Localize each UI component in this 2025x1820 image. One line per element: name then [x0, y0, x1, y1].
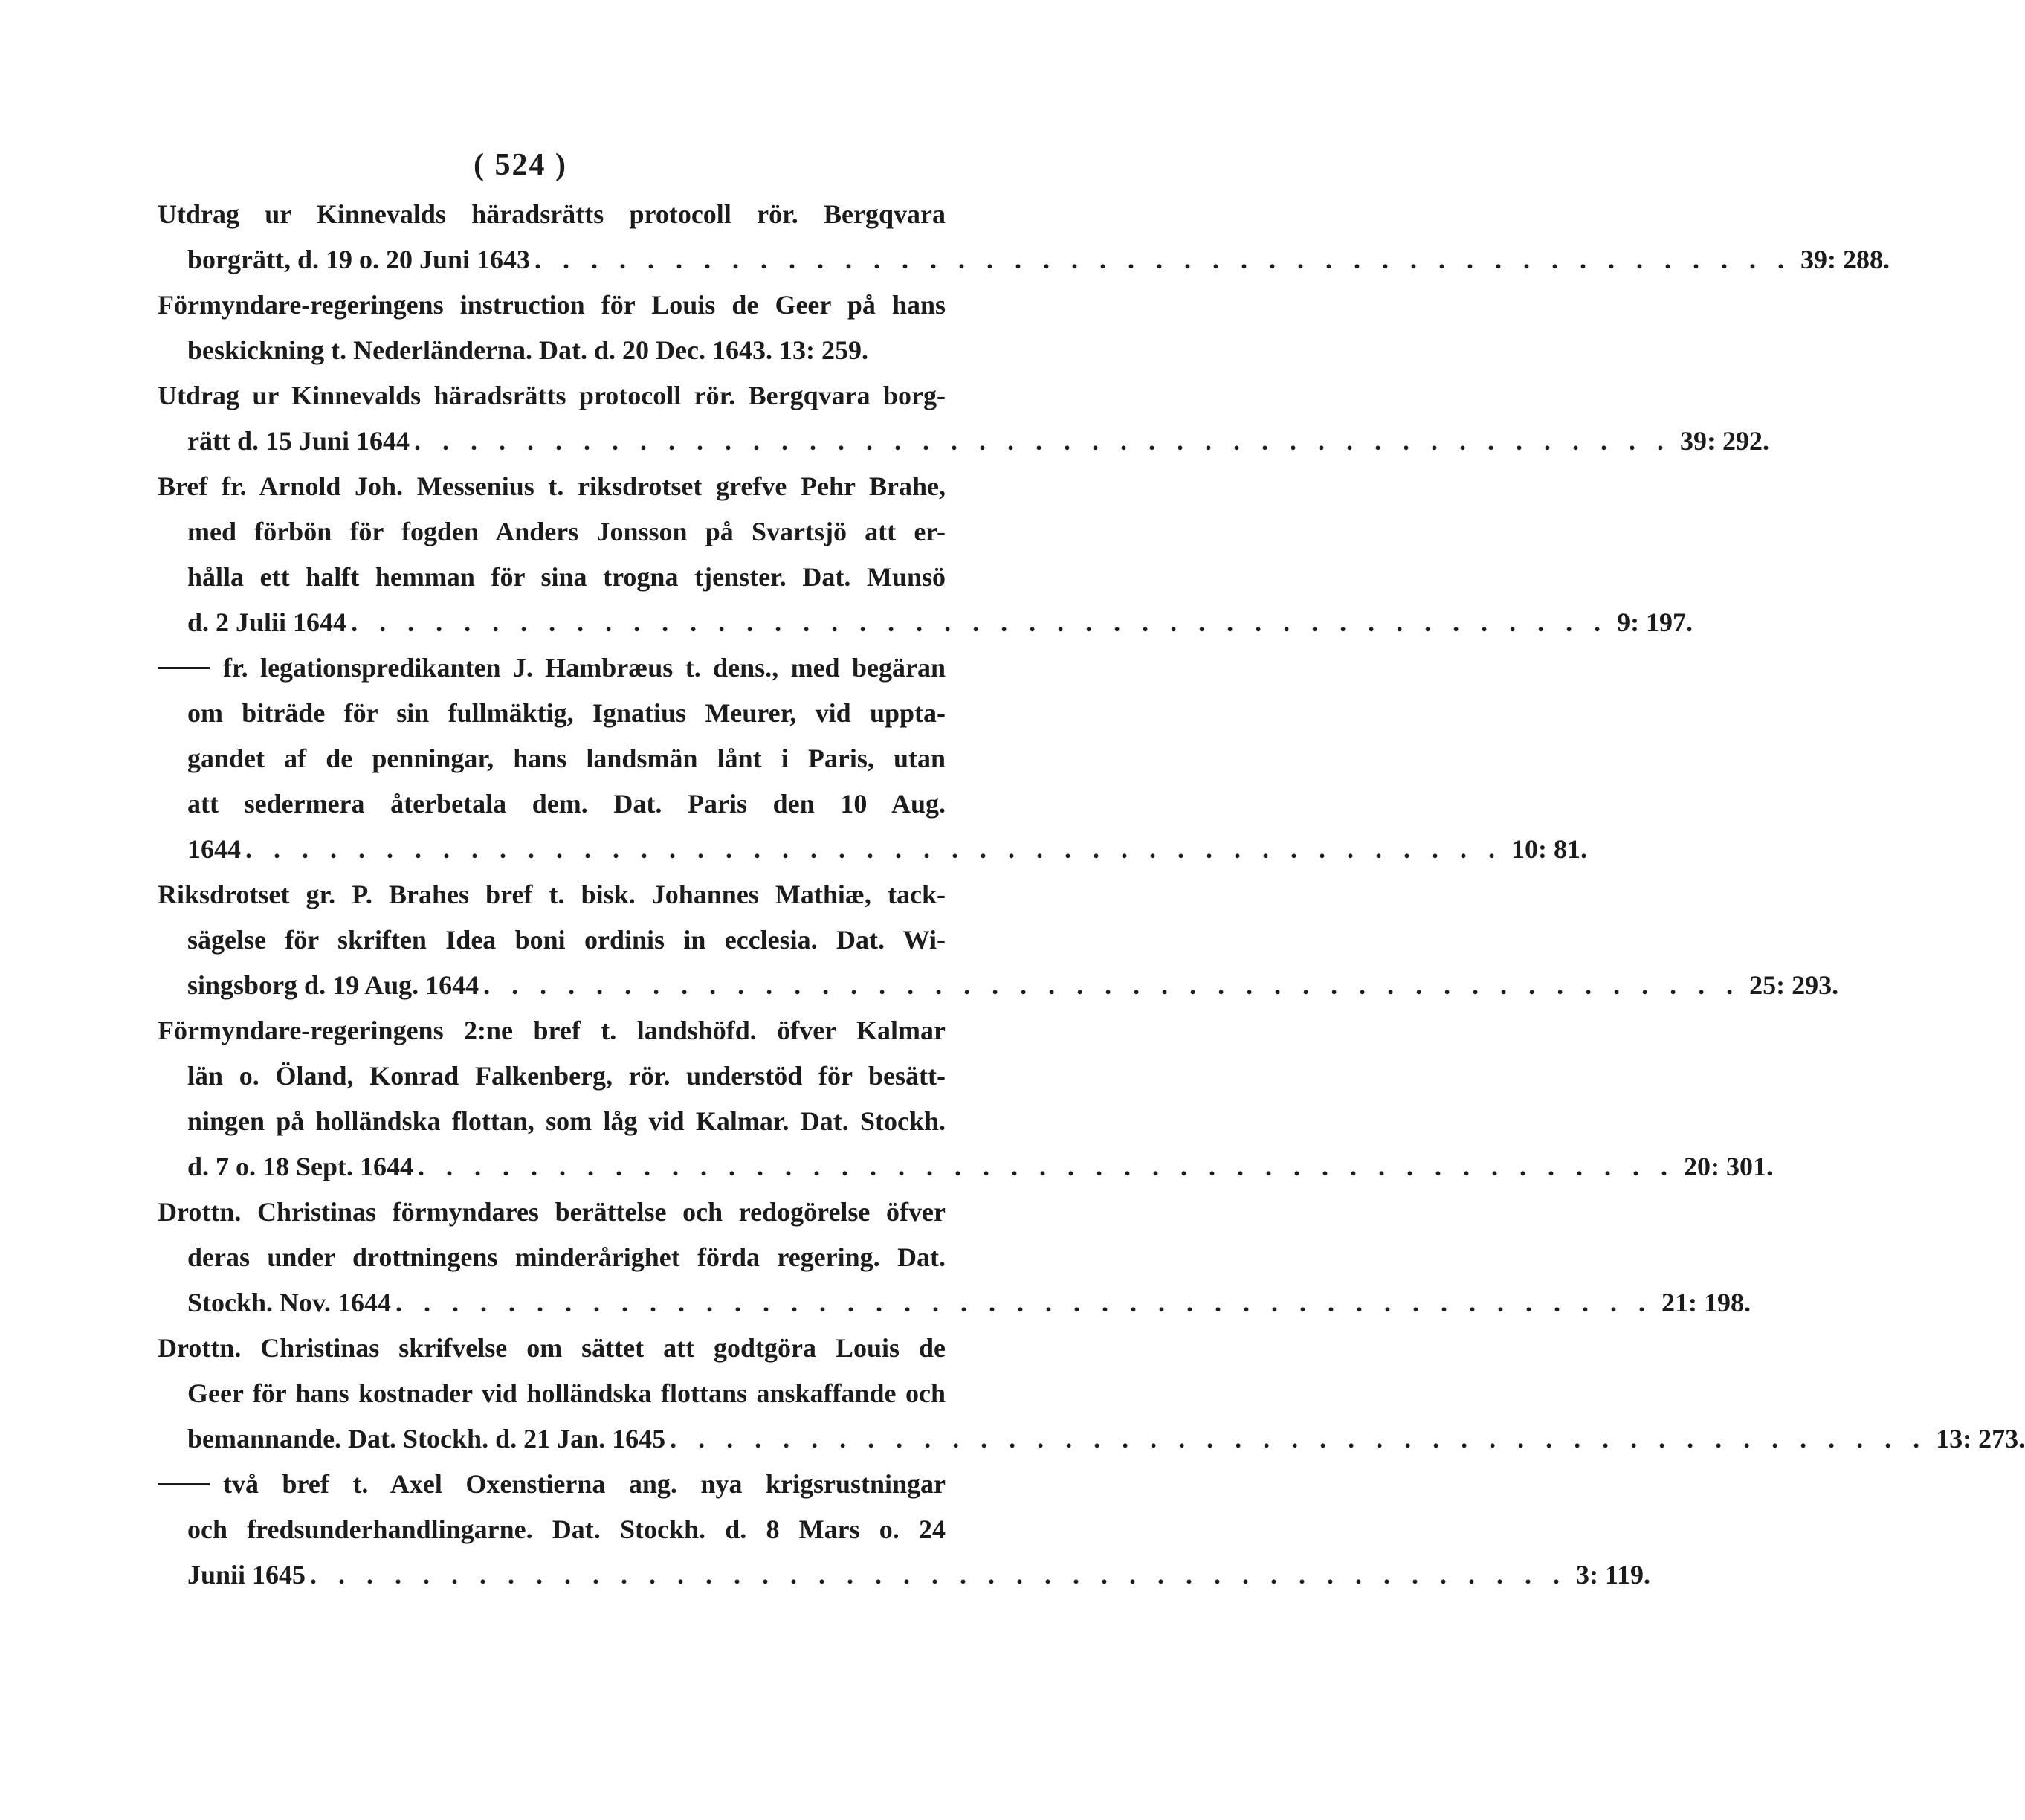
entry-text: om biträde för sin fullmäktig, Ignatius Meurer, vid uppta-	[187, 698, 946, 728]
entry-text: Utdrag ur Kinnevalds häradsrätts protocoll rör. Bergqvara borg-	[158, 381, 946, 410]
index-entry	[158, 1326, 2025, 1462]
index-entry	[158, 192, 1890, 283]
entry-line	[158, 1416, 2025, 1462]
dot-leader: . . . . . . . . . . . . . . . . . . . . . . . . . . . . . . . . . . . . . . . . . . . . .	[351, 607, 1609, 637]
entry-text: Drottn. Christinas förmyndares berättelse och redogörelse öfver	[158, 1197, 946, 1227]
entry-line	[158, 781, 946, 827]
dot-leader: . . . . . . . . . . . . . . . . . . . . . . . . . . . . . . . . . . . . . . . . . . . . .	[245, 834, 1502, 864]
entry-line	[158, 736, 946, 781]
page-number: ( 524 )	[474, 148, 567, 182]
index-entry	[158, 645, 1587, 872]
entry-line	[158, 1371, 946, 1416]
dot-leader: . . . . . . . . . . . . . . . . . . . . . . . . . . . . . . . . . . . . . . . . . . . . .	[395, 1288, 1653, 1317]
entry-text: 1644	[187, 834, 241, 864]
entry-text: gandet af de penningar, hans landsmän lånt i Paris, utan	[187, 743, 946, 773]
entry-line	[158, 1280, 1751, 1326]
index-list	[158, 192, 2025, 1598]
entry-line	[158, 1144, 1774, 1190]
entry-text: ningen på holländska flottan, som låg vid Kalmar. Dat. Stockh.	[187, 1106, 946, 1136]
entry-text: Drottn. Christinas skrifvelse om sättet att godtgöra Louis de	[158, 1333, 946, 1363]
entry-text: deras under drottningens minderårighet förda regering. Dat.	[187, 1242, 946, 1272]
entry-text: bemannande. Dat. Stockh. d. 21 Jan. 1645	[187, 1424, 666, 1453]
index-entry	[158, 283, 946, 373]
entry-line	[158, 328, 946, 373]
dot-leader: . . . . . . . . . . . . . . . . . . . . . . . . . . . . . . . . . . . . . . . . . . . . .	[414, 426, 1672, 456]
entry-text: fr. legationspredikanten J. Hambræus t. dens., med begäran	[223, 653, 946, 682]
ditto-dash	[158, 1483, 210, 1485]
index-entry	[158, 373, 1770, 464]
entry-line	[158, 1099, 946, 1144]
dot-leader: . . . . . . . . . . . . . . . . . . . . . . . . . . . . . . . . . . . . . . . . . . . . .	[483, 970, 1741, 1000]
entry-line	[158, 872, 946, 917]
entry-line	[158, 1008, 946, 1053]
index-entry	[158, 1190, 1751, 1326]
volume-page-reference: 13: 273.	[1936, 1424, 2025, 1453]
entry-text: borgrätt, d. 19 o. 20 Juni 1643	[187, 245, 531, 274]
entry-text: d. 7 o. 18 Sept. 1644	[187, 1152, 414, 1181]
entry-line	[158, 1462, 946, 1507]
entry-line	[158, 509, 946, 555]
entry-text: beskickning t. Nederländerna. Dat. d. 20 Dec. 1643. 13: 259.	[187, 335, 868, 365]
entry-line	[158, 917, 946, 963]
entry-line	[158, 1326, 946, 1371]
entry-text: Stockh. Nov. 1644	[187, 1288, 392, 1317]
entry-line	[158, 1053, 946, 1099]
entry-line	[158, 464, 946, 509]
entry-line	[158, 600, 1693, 645]
entry-line	[158, 373, 946, 419]
dot-leader: . . . . . . . . . . . . . . . . . . . . . . . . . . . . . . . . . . . . . . . . . . . . .	[534, 245, 1792, 274]
entry-line	[158, 963, 1839, 1008]
volume-page-reference: 10: 81.	[1511, 834, 1587, 864]
entry-text: Förmyndare-regeringens 2:ne bref t. landshöfd. öfver Kalmar	[158, 1016, 946, 1045]
entry-text: d. 2 Julii 1644	[187, 607, 347, 637]
index-entry	[158, 872, 1839, 1008]
entry-line	[158, 645, 946, 691]
entry-line	[158, 1235, 946, 1280]
entry-line	[158, 1552, 1651, 1598]
volume-page-reference: 39: 288.	[1800, 245, 1890, 274]
entry-text: Junii 1645	[187, 1560, 306, 1590]
entry-line	[158, 1507, 946, 1552]
entry-text: att sedermera återbetala dem. Dat. Paris den 10 Aug.	[187, 789, 946, 819]
entry-line	[158, 237, 1890, 283]
index-entry	[158, 1462, 1651, 1598]
entry-text: Riksdrotset gr. P. Brahes bref t. bisk. Johannes Mathiæ, tack-	[158, 880, 946, 909]
volume-page-reference: 9: 197.	[1617, 607, 1693, 637]
entry-line	[158, 419, 1770, 464]
entry-text: med förbön för fogden Anders Jonsson på Svartsjö att er-	[187, 517, 946, 546]
dot-leader: . . . . . . . . . . . . . . . . . . . . . . . . . . . . . . . . . . . . . . . . . . . . .	[310, 1560, 1568, 1590]
volume-page-reference: 3: 119.	[1576, 1560, 1651, 1590]
volume-page-reference: 20: 301.	[1684, 1152, 1774, 1181]
entry-line	[158, 1190, 946, 1235]
dot-leader: . . . . . . . . . . . . . . . . . . . . . . . . . . . . . . . . . . . . . . . . . . . . .	[670, 1424, 1928, 1453]
entry-line	[158, 691, 946, 736]
entry-line	[158, 192, 946, 237]
entry-text: rätt d. 15 Juni 1644	[187, 426, 410, 456]
entry-text: och fredsunderhandlingarne. Dat. Stockh. d. 8 Mars o. 24	[187, 1514, 946, 1544]
volume-page-reference: 25: 293.	[1749, 970, 1839, 1000]
entry-line	[158, 555, 946, 600]
entry-text: Förmyndare-regeringens instruction för Louis de Geer på hans	[158, 290, 946, 320]
ditto-dash	[158, 667, 210, 669]
entry-text: två bref t. Axel Oxenstierna ang. nya krigsrustningar	[223, 1469, 946, 1499]
volume-page-reference: 21: 198.	[1661, 1288, 1751, 1317]
entry-text: Geer för hans kostnader vid holländska flottans anskaffande och	[187, 1378, 946, 1408]
index-entry	[158, 464, 1693, 645]
entry-text: hålla ett halft hemman för sina trogna tjenster. Dat. Munsö	[187, 562, 946, 592]
dot-leader: . . . . . . . . . . . . . . . . . . . . . . . . . . . . . . . . . . . . . . . . . . . . .	[418, 1152, 1676, 1181]
entry-text: singsborg d. 19 Aug. 1644	[187, 970, 479, 1000]
entry-text: län o. Öland, Konrad Falkenberg, rör. understöd för besätt-	[187, 1061, 946, 1091]
entry-line	[158, 283, 946, 328]
entry-text: Bref fr. Arnold Joh. Messenius t. riksdrotset grefve Pehr Brahe,	[158, 471, 946, 501]
entry-text: Utdrag ur Kinnevalds häradsrätts protocoll rör. Bergqvara	[158, 199, 946, 229]
entry-line	[158, 827, 1587, 872]
entry-text: sägelse för skriften Idea boni ordinis in ecclesia. Dat. Wi-	[187, 925, 946, 955]
index-entry	[158, 1008, 1774, 1190]
volume-page-reference: 39: 292.	[1680, 426, 1770, 456]
